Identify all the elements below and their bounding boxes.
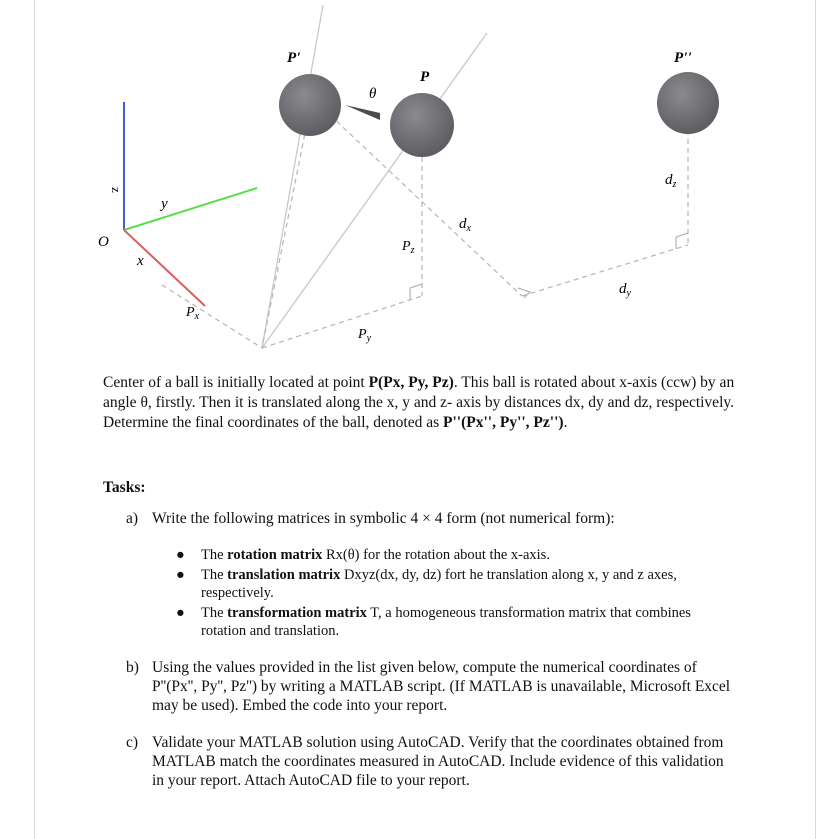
theta-wedge [345,105,380,120]
matrix-bullet-list [176,546,736,642]
task-a-text: Write the following matrices in symbolic 4 × 4 form (not numerical form): [152,510,615,527]
ball-p-double-prime [657,72,719,134]
initial-point: P(Px, Py, Pz) [368,374,454,391]
right-angle-marker-2 [518,288,530,298]
label-py: $P_y$ [358,327,372,344]
label-p-double-prime: P'' [674,50,692,66]
dash-py [262,296,422,348]
bullet-dot: ● [176,605,185,621]
dash-px [162,285,262,348]
task-b-text: Using the values provided in the list given below, compute the numerical coordinates of P''(Px'', Py'', Pz'') by writing a MATLAB script. (If MATLAB is unavailable, Microsoft Excel may be used). Embed the code into your report. [152,659,731,714]
problem-statement [103,373,743,433]
intro-text-1: Center of a ball is initially located at point [103,374,369,391]
bullet-translation-matrix: ● The translation matrix Dxyz(dx, dy, dz) fort he translation along x, y and z axes, respectively. [176,567,677,601]
bullet-rotation-matrix: ● The rotation matrix Rx(θ) for the rotation about the x-axis. [176,547,550,563]
task-c [126,733,732,790]
task-c-text: Validate your MATLAB solution using AutoCAD. Verify that the coordinates obtained from MATLAB match the coordinates measured in AutoCAD. Include evidence of this validation in your report. Attach AutoCAD file to your report. [152,734,724,789]
right-angle-marker-3 [676,233,688,249]
tasks-heading: Tasks: [103,479,146,496]
ball-p [390,93,454,157]
final-point: P''(Px'', Py'', Pz'') [443,414,564,431]
task-c-letter: c) [126,734,139,751]
label-p: P [420,69,430,85]
label-p-prime: P' [287,50,301,66]
intro-text-2: . This ball is rotated about x-axis (ccw) by an angle θ, firstly. Then it is translated along the x, y and z- axis by distances dx, dy and dz, respectively. Determine the final coordinates of the ball, denoted as [103,374,735,431]
geometry-figure [0,0,828,360]
label-dz: $d_z$ [665,172,677,190]
label-dx: $d_x$ [459,216,471,234]
label-pz: $P_z$ [402,239,415,256]
label-x-axis: x [137,253,144,269]
label-dy: $d_y$ [619,281,631,299]
bullet-dot: ● [176,567,185,583]
task-b [126,658,732,715]
label-theta: θ [369,86,377,102]
task-b-letter: b) [126,659,139,676]
dash-dy [522,245,688,296]
dash-p-prime-down [262,108,310,348]
intro-text-3: . [563,414,568,431]
ball-p-prime [279,74,341,136]
task-a-letter: a) [126,510,139,527]
y-axis-line [124,188,257,230]
label-px: $P_x$ [186,305,200,322]
label-z-axis: z [109,187,124,193]
bullet-transformation-matrix: ● The transformation matrix T, a homogeneous transformation matrix that combines rotation and translation. [176,605,691,639]
label-y-axis: y [161,196,168,212]
bullet-dot: ● [176,547,185,563]
task-a [126,509,615,528]
label-origin: O [98,234,109,250]
